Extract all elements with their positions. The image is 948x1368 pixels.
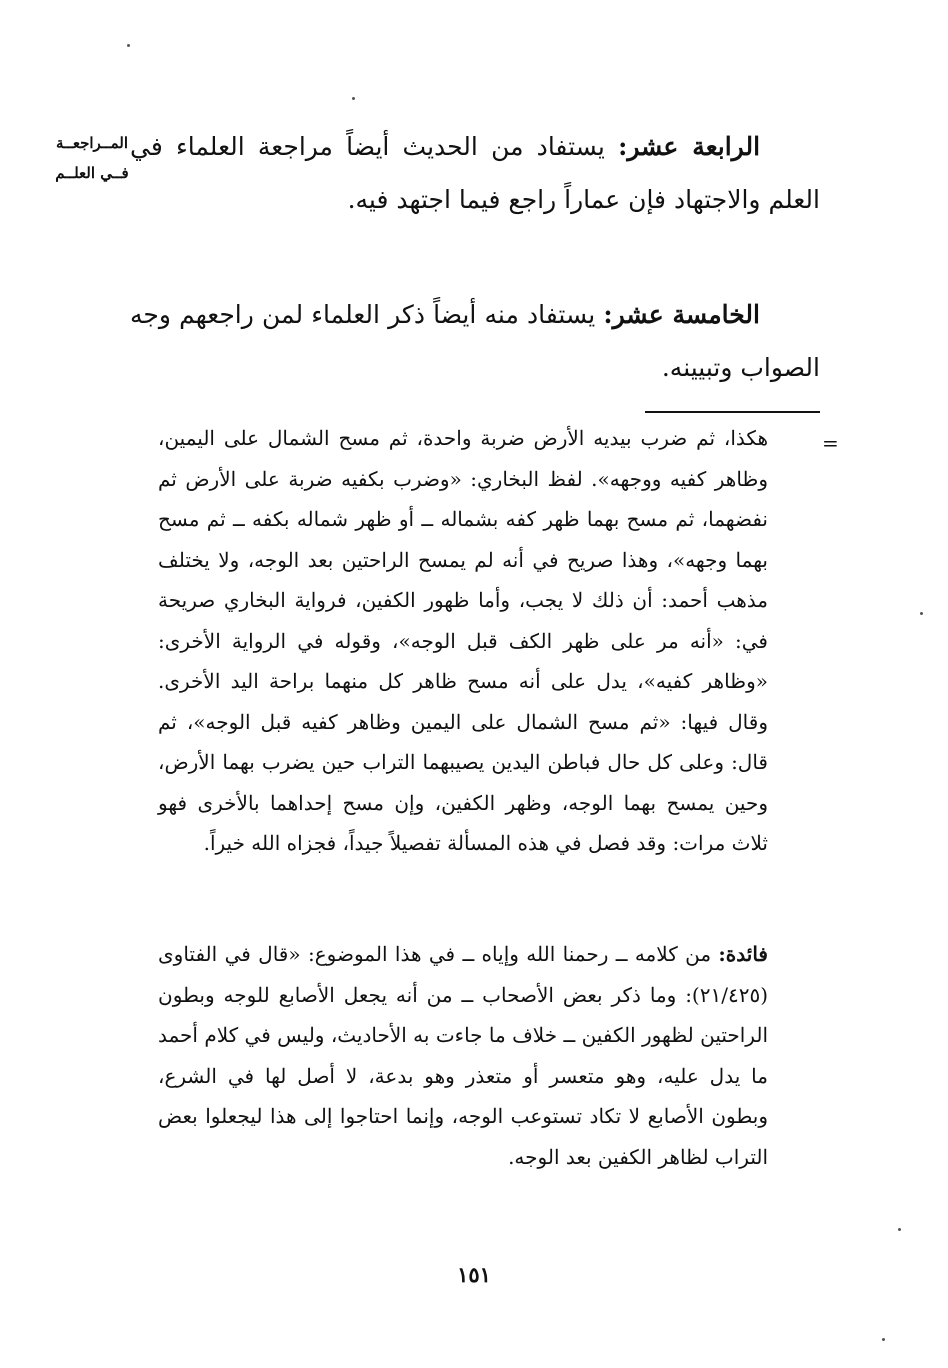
scan-speck [352, 97, 355, 100]
scan-speck [898, 1228, 901, 1231]
footnote-continuation-mark: = [822, 431, 839, 455]
scan-speck [127, 44, 130, 47]
scan-speck [920, 612, 923, 615]
paragraph-fourteenth [130, 120, 820, 226]
margin-note [48, 128, 136, 188]
footnote-separator [645, 411, 820, 413]
footnote-benefit [158, 934, 768, 1177]
scan-speck [882, 1338, 885, 1341]
paragraph-text: يستفاد منه أيضاً ذكر العلماء لمن راجعهم وجه الصواب وتبيينه. [130, 300, 820, 382]
footnote-text: من كلامه ــ رحمنا الله وإياه ــ في هذا الموضوع: «قال في الفتاوى (٢١/٤٢٥): وما ذكر بعض الأصحاب ــ من أنه يجعل الأصابع للوجه وبطون الراحتين لظهور الكفين ــ خلاف ما جاءت به الأحاديث، وليس في كلام أحمد ما يدل عليه، وهو متعسر أو متعذر وهو بدعة، لا أصل لها في الشرع، وبطون الأصابع لا تكاد تستوعب الوجه، وإنما احتاجوا إلى هذا ليجعلوا بعض التراب لظاهر الكفين بعد الوجه. [158, 942, 768, 1169]
paragraph-lead: الرابعة عشر: [618, 132, 761, 161]
footnote-continued: هكذا، ثم ضرب بيديه الأرض ضربة واحدة، ثم مسح الشمال على اليمين، وظاهر كفيه ووجهه». لفظ البخاري: «وضرب بكفيه ضربة على الأرض ثم نفضهما، ثم مسح بهما ظهر كفه بشماله ــ أو ظهر شماله بكفه ــ ثم مسح بهما وجهه»، وهذا صريح في أنه لم يمسح الراحتين بعد الوجه، ولا يختلف مذهب أحمد: أن ذلك لا يجب، وأما ظهور الكفين، فرواية البخاري صريحة في: «أنه مر على ظهر الكف قبل الوجه»، وقوله في الرواية الأخرى: «وظاهر كفيه»، يدل على أنه مسح ظاهر كل منهما براحة اليد الأخرى. وقال فيها: «ثم مسح الشمال على اليمين وظاهر كفيه قبل الوجه»، ثم قال: وعلى كل حال فباطن اليدين يصيبهما التراب حين يضرب بهما الأرض، وحين يمسح بهما الوجه، وظهر الكفين، وإن مسح إحداهما بالأخرى فهو ثلاث مرات: وقد فصل في هذه المسألة تفصيلاً جيداً، فجزاه الله خيراً. [158, 426, 768, 855]
margin-note-line-2: فــي العلــم [55, 164, 129, 182]
footnote-lead: فائدة: [718, 942, 768, 966]
margin-note-line-1: المــراجعــة [56, 134, 128, 152]
paragraph-text: يستفاد من الحديث أيضاً مراجعة العلماء في العلم والاجتهاد فإن عماراً راجع فيما اجتهد فيه. [130, 132, 820, 214]
page-number: ١٥١ [457, 1262, 491, 1287]
paragraph-fifteenth [130, 288, 820, 394]
paragraph-lead: الخامسة عشر: [603, 300, 760, 329]
